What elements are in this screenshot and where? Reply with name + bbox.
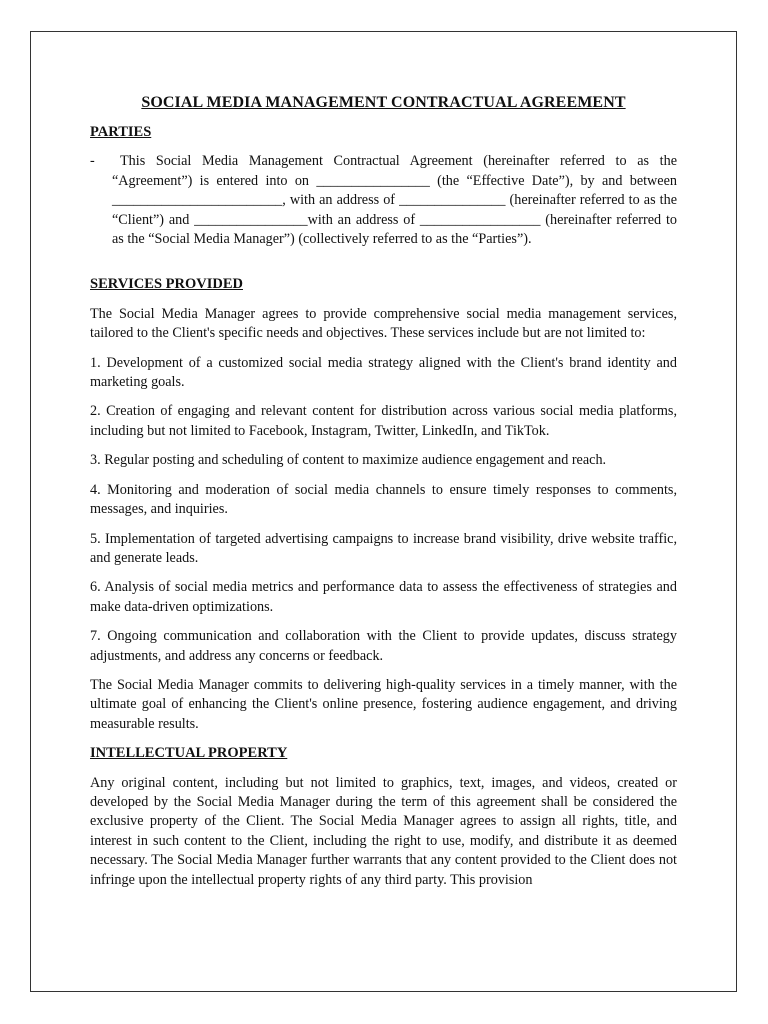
parties-list-item bbox=[90, 152, 677, 249]
services-closing: The Social Media Manager commits to delivering high-quality services in a timely manner, with the ultimate goal of enhancing the Client's online presence, fostering audience engagement, and driving measurable results. bbox=[90, 676, 677, 732]
document-body bbox=[90, 93, 677, 900]
service-item-6: 6. Analysis of social media metrics and performance data to assess the effectiveness of strategies and make data-driven optimizations. bbox=[90, 579, 677, 615]
service-item-5: 5. Implementation of targeted advertising campaigns to increase brand visibility, drive website traffic, and generate leads. bbox=[90, 530, 677, 566]
service-item-4: 4. Monitoring and moderation of social media channels to ensure timely responses to comments, messages, and inquiries. bbox=[90, 481, 677, 518]
document-title: SOCIAL MEDIA MANAGEMENT CONTRACTUAL AGREEMENT bbox=[141, 94, 626, 111]
service-item-1: 1. Development of a customized social media strategy aligned with the Client's brand identity and marketing goals. bbox=[90, 354, 677, 391]
parties-heading: PARTIES bbox=[90, 124, 152, 140]
ip-heading: INTELLECTUAL PROPERTY bbox=[90, 745, 288, 762]
service-item-2: 2. Creation of engaging and relevant content for distribution across various social media platforms, including but not limited to Facebook, Instagram, Twitter, LinkedIn, and TikTok. bbox=[90, 403, 677, 439]
services-intro: The Social Media Manager agrees to provide comprehensive social media management services, tailored to the Client's specific needs and objectives. These services include but are not limited to: bbox=[90, 305, 677, 342]
service-item-3: 3. Regular posting and scheduling of content to maximize audience engagement and reach. bbox=[90, 452, 607, 469]
ip-paragraph: Any original content, including but not limited to graphics, text, images, and videos, created or developed by the Social Media Manager during the term of this agreement shall be considered the exclusive property of the Client. The Social Media Manager agrees to assign all rights, title, and interest in such content to the Client, including the right to use, modify, and distribute it as deemed necessary. The Social Media Manager further warrants that any content provided to the Client does not infringe upon the intellectual property rights of any third party. This provision bbox=[90, 774, 677, 888]
bullet-dash: - bbox=[90, 153, 95, 170]
services-heading: SERVICES PROVIDED bbox=[90, 276, 243, 293]
service-item-7: 7. Ongoing communication and collaboration with the Client to provide updates, discuss strategy adjustments, and address any concerns or feedback. bbox=[90, 628, 677, 664]
parties-paragraph: This Social Media Management Contractual Agreement (hereinafter referred to as the “Agreement”) is entered into on ________________ (the “Effective Date”), by and between ________________________, with an address of _______________ (hereinafter referred to as the “Client”) and ________________with an address of _________________ (hereinafter referred to as the “Social Media Manager”) (collectively referred to as the “Parties”). bbox=[112, 153, 677, 248]
